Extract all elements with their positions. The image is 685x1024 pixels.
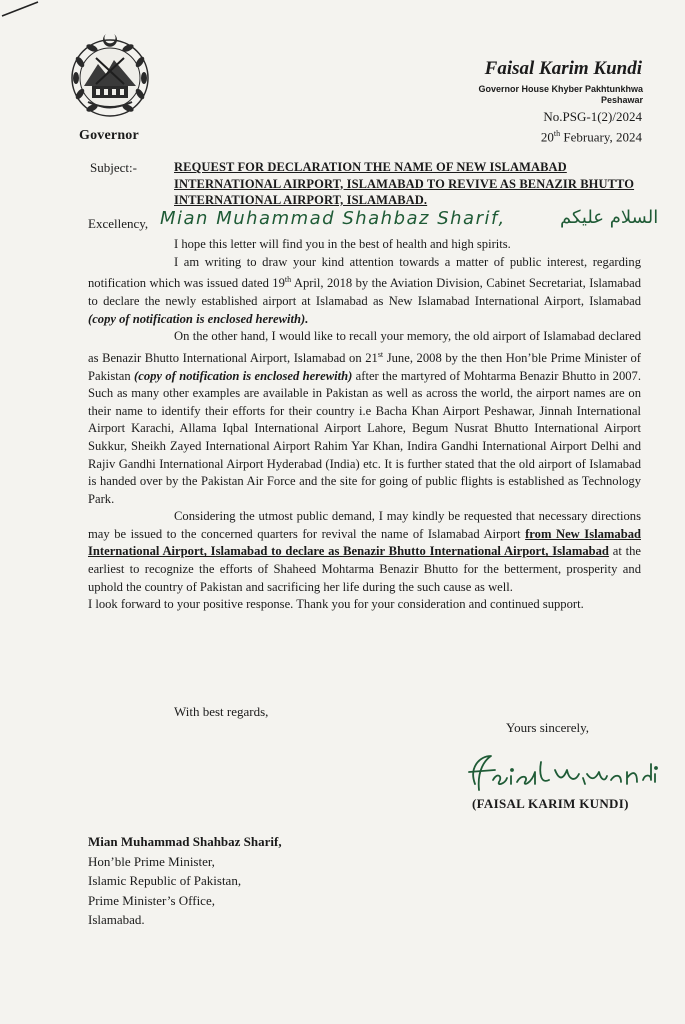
sender-name-heading: Faisal Karim Kundi	[484, 58, 642, 79]
recipient-line-4: Islamabad.	[88, 912, 145, 927]
handwritten-addressee: Mian Muhammad Shahbaz Sharif,	[160, 208, 506, 229]
recipient-line-2: Islamic Republic of Pakistan,	[88, 873, 242, 888]
subject-label: Subject:-	[90, 160, 137, 175]
p3-text-b: June, 2008 by the then Hon’ble Prime Minister of Pakistan	[88, 350, 641, 383]
p2-text-a: I am writing to draw your kind attention towards a matter of public interest, regarding notification which was issued dated 19	[88, 254, 641, 291]
recipient-name: Mian Muhammad Shahbaz Sharif,	[88, 834, 282, 849]
date-rest: February, 2024	[560, 129, 642, 145]
reference-number: No.PSG-1(2)/2024	[543, 109, 642, 124]
closing-sincerely: Yours sincerely,	[506, 720, 590, 735]
signatory-name: (FAISAL KARIM KUNDI)	[472, 796, 629, 811]
p2-text-b: April, 2018 by the Aviation Division, Cabinet Secretariat, Islamabad to declare the newly established airport at Islamabad as New Islamabad International Airport, Islamabad	[88, 276, 642, 308]
paragraph-2	[88, 254, 641, 329]
governor-emblem-logo	[62, 28, 158, 124]
p4-text-b: at the earliest to recognize the efforts of Shaheed Mohtarma Benazir Bhutto for the betterment, prosperity and uphold the country of Pakistan and sacrificing her life during the such cause as well.	[88, 544, 641, 594]
salutation-label: Excellency,	[88, 216, 149, 231]
handwritten-signature	[455, 750, 670, 798]
designation-line-1: Governor House Khyber Pakhtunkhwa	[478, 84, 643, 94]
p2-superscript: th	[284, 275, 292, 285]
p3-superscript: st	[377, 349, 384, 359]
date-suffix: th	[553, 129, 561, 138]
paragraph-5: I look forward to your positive response. Thank you for your consideration and continued support.	[88, 597, 584, 612]
sender-designation	[443, 84, 643, 106]
letter-body	[88, 236, 641, 614]
designation-line-2: Peshawar	[600, 95, 643, 105]
letter-date	[541, 125, 642, 145]
paragraph-4	[88, 508, 641, 596]
paragraph-3	[88, 328, 641, 508]
recipient-line-3: Prime Minister’s Office,	[88, 892, 215, 908]
corner-pen-stroke	[0, 0, 60, 20]
recipient-address	[88, 832, 282, 930]
paragraph-1: I hope this letter will find you in the best of health and high spirits.	[174, 237, 511, 251]
reference-block	[541, 108, 642, 145]
recipient-line-1: Hon’ble Prime Minister,	[88, 853, 215, 869]
office-label: Governor	[79, 128, 139, 143]
closing-regards: With best regards,	[174, 704, 269, 719]
p2-emphasis: (copy of notification is enclosed herewith).	[88, 311, 309, 326]
handwritten-greeting: السلام علیکم	[560, 207, 659, 228]
p3-text-a: On the other hand, I would like to recall your memory, the old airport of Islamabad declared as Benazir Bhutto International Airport, Islamabad on 21	[88, 329, 641, 365]
p3-text-c: after the martyred of Mohtarma Benazir Bhutto in 2007. Such as many other examples are available in Pakistan as well as across the world, the airport names are on their name to identify their efforts for their country i.e Bacha Khan Airport Peshawar, Jinnah International Airport Karachi, Allama Iqbal International Airport Lahore, Begum Nusrat Bhutto International Airport Sukkur, Sheikh Zayed International Airport Rahim Yar Khan, Indira Gandhi International Airport Delhi and Rajiv Gandhi International Airport Hyderabad (India) etc. It is further stated that the old airport of Islamabad is handed over by the Pakistan Air Force and the site for going of public flights is established as Technology Park.	[88, 368, 641, 506]
p4-text-a: Considering the utmost public demand, I may kindly be requested that necessary directions may be issued to the concerned quarters for revival the name of Islamabad Airport	[88, 509, 641, 541]
p4-underlined: from New Islamabad International Airport, Islamabad to declare as Benazir Bhutto International Airport, Islamabad	[88, 526, 641, 559]
p3-emphasis: (copy of notification is enclosed herewith)	[134, 368, 353, 383]
subject-text: REQUEST FOR DECLARATION THE NAME OF NEW ISLAMABAD INTERNATIONAL AIRPORT, ISLAMABAD TO REVIVE AS BENAZIR BHUTTO INTERNATIONAL AIRPORT, ISLAMABAD.	[174, 160, 635, 207]
date-day: 20	[540, 129, 554, 145]
